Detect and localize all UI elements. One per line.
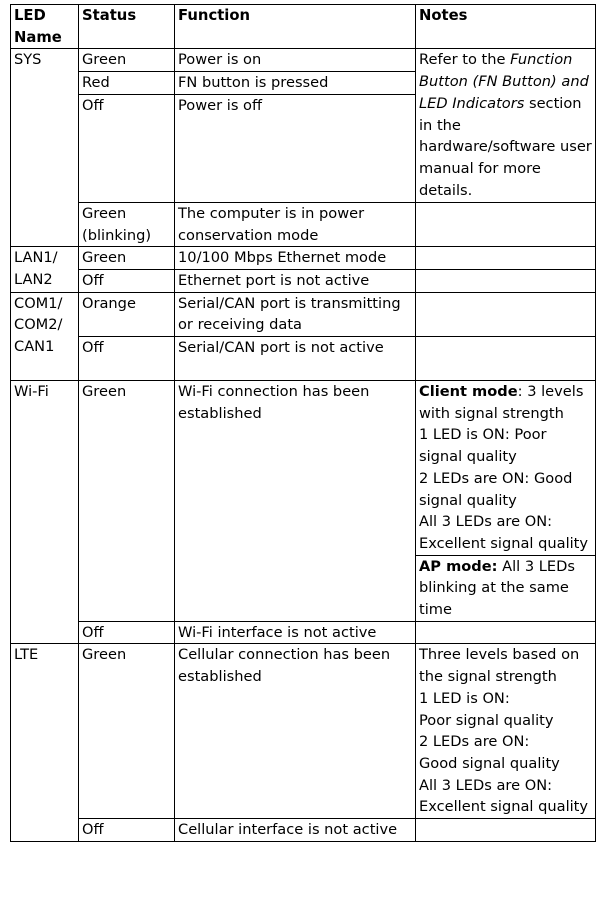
function-cell: Ethernet port is not active <box>175 269 416 292</box>
status-cell: Orange <box>79 292 175 336</box>
table-row <box>11 202 596 246</box>
led-name-com: COM1/ COM2/ CAN1 <box>11 292 79 380</box>
note-line: 2 LEDs are ON: Good signal quality <box>419 469 573 509</box>
status-cell: Red <box>79 72 175 95</box>
note-text: : 3 levels with signal strength <box>419 383 584 422</box>
note-line: 1 LED is ON: Poor signal quality <box>419 426 547 466</box>
notes-cell-empty <box>416 247 596 270</box>
status-cell: Green <box>79 381 175 622</box>
status-cell: Green <box>79 247 175 270</box>
note-line: Good signal quality <box>419 754 560 772</box>
header-status: Status <box>79 5 175 49</box>
led-indicator-table <box>10 4 596 842</box>
table-row <box>11 292 596 336</box>
status-cell: Green (blinking) <box>79 202 175 246</box>
function-cell: Wi-Fi interface is not active <box>175 621 416 644</box>
note-line: Three levels based on the signal strength <box>419 646 580 686</box>
function-cell: Serial/CAN port is not active <box>175 337 416 381</box>
status-cell: Green <box>79 644 175 819</box>
header-led-name: LED Name <box>11 5 79 49</box>
notes-cell-sys <box>416 49 596 202</box>
note-text: Refer to the <box>419 51 511 69</box>
status-cell: Off <box>79 621 175 644</box>
table-row <box>11 381 596 556</box>
table-row <box>11 269 596 292</box>
client-mode-line <box>419 381 593 424</box>
function-cell: Power is off <box>175 94 416 202</box>
status-cell: Off <box>79 269 175 292</box>
note-line: All 3 LEDs are ON: Excellent signal quality <box>419 513 589 552</box>
note-line: Poor signal quality <box>419 711 554 729</box>
note-line: 2 LEDs are ON: <box>419 733 530 751</box>
note-italic-ref: Function Button (FN Button) and LED Indicators <box>419 51 589 112</box>
note-text: section in the hardware/software user manual for more details. <box>419 94 592 199</box>
led-name-lan: LAN1/ LAN2 <box>11 247 79 292</box>
header-row <box>11 5 596 49</box>
notes-cell-empty <box>416 819 596 842</box>
table-row <box>11 819 596 842</box>
notes-cell-wifi-client <box>416 381 596 556</box>
table-row <box>11 337 596 381</box>
notes-cell-empty <box>416 202 596 246</box>
status-cell: Off <box>79 337 175 381</box>
notes-cell-empty <box>416 337 596 381</box>
notes-cell-empty <box>416 621 596 644</box>
status-cell: Off <box>79 94 175 202</box>
function-cell: Cellular connection has been established <box>175 644 416 819</box>
led-name-lte: LTE <box>11 644 79 841</box>
function-cell: Wi-Fi connection has been established <box>175 381 416 622</box>
header-notes: Notes <box>416 5 596 49</box>
function-cell: 10/100 Mbps Ethernet mode <box>175 247 416 270</box>
function-cell: The computer is in power conservation mode <box>175 202 416 246</box>
notes-cell-empty <box>416 269 596 292</box>
notes-cell-empty <box>416 292 596 336</box>
header-function: Function <box>175 5 416 49</box>
status-cell: Off <box>79 819 175 842</box>
led-name-sys: SYS <box>11 49 79 247</box>
table-row <box>11 644 596 819</box>
note-line: 1 LED is ON: <box>419 689 510 707</box>
function-cell: Cellular interface is not active <box>175 819 416 842</box>
notes-cell-lte <box>416 644 596 819</box>
function-cell: Serial/CAN port is transmitting or receiving data <box>175 292 416 336</box>
ap-mode-label: AP mode: <box>419 557 498 575</box>
note-line: All 3 LEDs are ON: Excellent signal quality <box>419 776 589 816</box>
notes-cell-wifi-ap <box>416 555 596 621</box>
client-mode-label: Client mode <box>419 383 518 401</box>
function-cell: FN button is pressed <box>175 72 416 95</box>
led-name-wifi: Wi-Fi <box>11 381 79 644</box>
table-row <box>11 621 596 644</box>
table-row <box>11 49 596 72</box>
note-text: All 3 LEDs blinking at the same time <box>419 557 575 619</box>
status-cell: Green <box>79 49 175 72</box>
function-cell: Power is on <box>175 49 416 72</box>
table-row <box>11 247 596 270</box>
